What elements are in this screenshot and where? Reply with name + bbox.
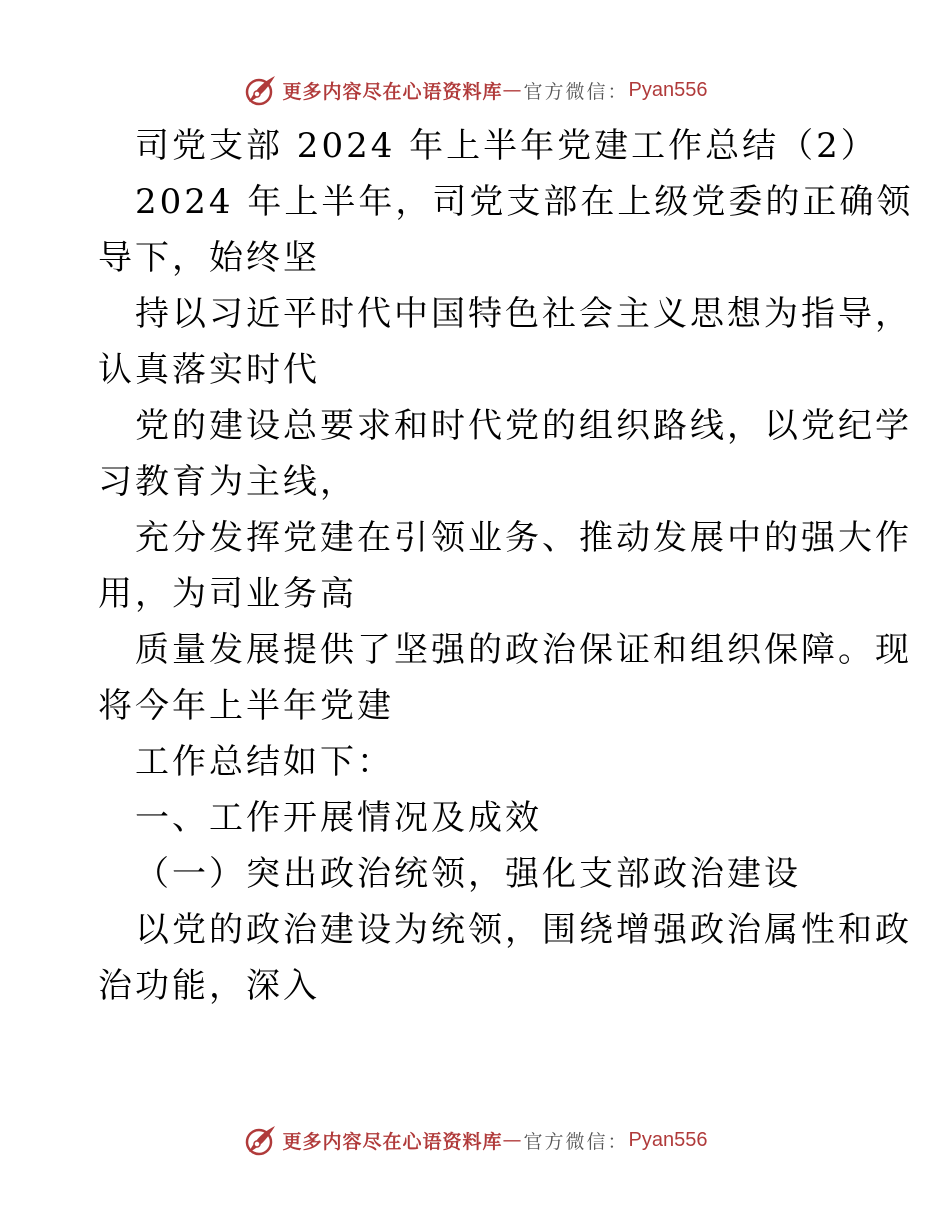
section-heading: 一、工作开展情况及成效: [135, 798, 542, 838]
paragraph-line: 认真落实时代: [98, 350, 320, 390]
banner-wechat-label: 官方微信：: [523, 1130, 629, 1153]
banner-separator: —: [502, 1129, 522, 1151]
feather-pen-logo-icon: [243, 72, 279, 108]
paragraph-line: 治功能，深入: [98, 966, 320, 1006]
banner-wechat-id: Pyan556: [628, 78, 708, 101]
paragraph-line: 质量发展提供了坚强的政治保证和组织保障。现: [135, 630, 912, 670]
banner-wechat-label: 官方微信：: [523, 80, 629, 103]
paragraph-line: 习教育为主线，: [98, 462, 357, 502]
paragraph-line: 导下，始终坚: [98, 238, 320, 278]
footer-banner[interactable]: [0, 1120, 950, 1160]
document-body: [98, 118, 914, 1014]
subsection-heading: （一）突出政治统领，强化支部政治建设: [135, 854, 801, 894]
paragraph-line: 将今年上半年党建: [98, 686, 394, 726]
header-banner[interactable]: [0, 70, 950, 110]
paragraph-line: 充分发挥党建在引领业务、推动发展中的强大作: [135, 518, 912, 558]
banner-title: 更多内容尽在心语资料库: [282, 1130, 503, 1153]
paragraph-line: 2024 年上半年，司党支部在上级党委的正确领: [135, 182, 914, 222]
banner-title: 更多内容尽在心语资料库: [282, 80, 503, 103]
paragraph-line: 工作总结如下：: [135, 742, 394, 782]
banner-separator: —: [502, 79, 522, 101]
feather-pen-logo-icon: [243, 1122, 279, 1158]
banner-wechat-id: Pyan556: [628, 1128, 708, 1151]
paragraph-line: 党的建设总要求和时代党的组织路线，以党纪学: [135, 406, 912, 446]
paragraph-line: 用，为司业务高: [98, 574, 357, 614]
paragraph-line: 持以习近平时代中国特色社会主义思想为指导，: [135, 294, 912, 334]
paragraph-line: 以党的政治建设为统领，围绕增强政治属性和政: [135, 910, 912, 950]
document-title: 司党支部 2024 年上半年党建工作总结（2）: [135, 126, 878, 166]
